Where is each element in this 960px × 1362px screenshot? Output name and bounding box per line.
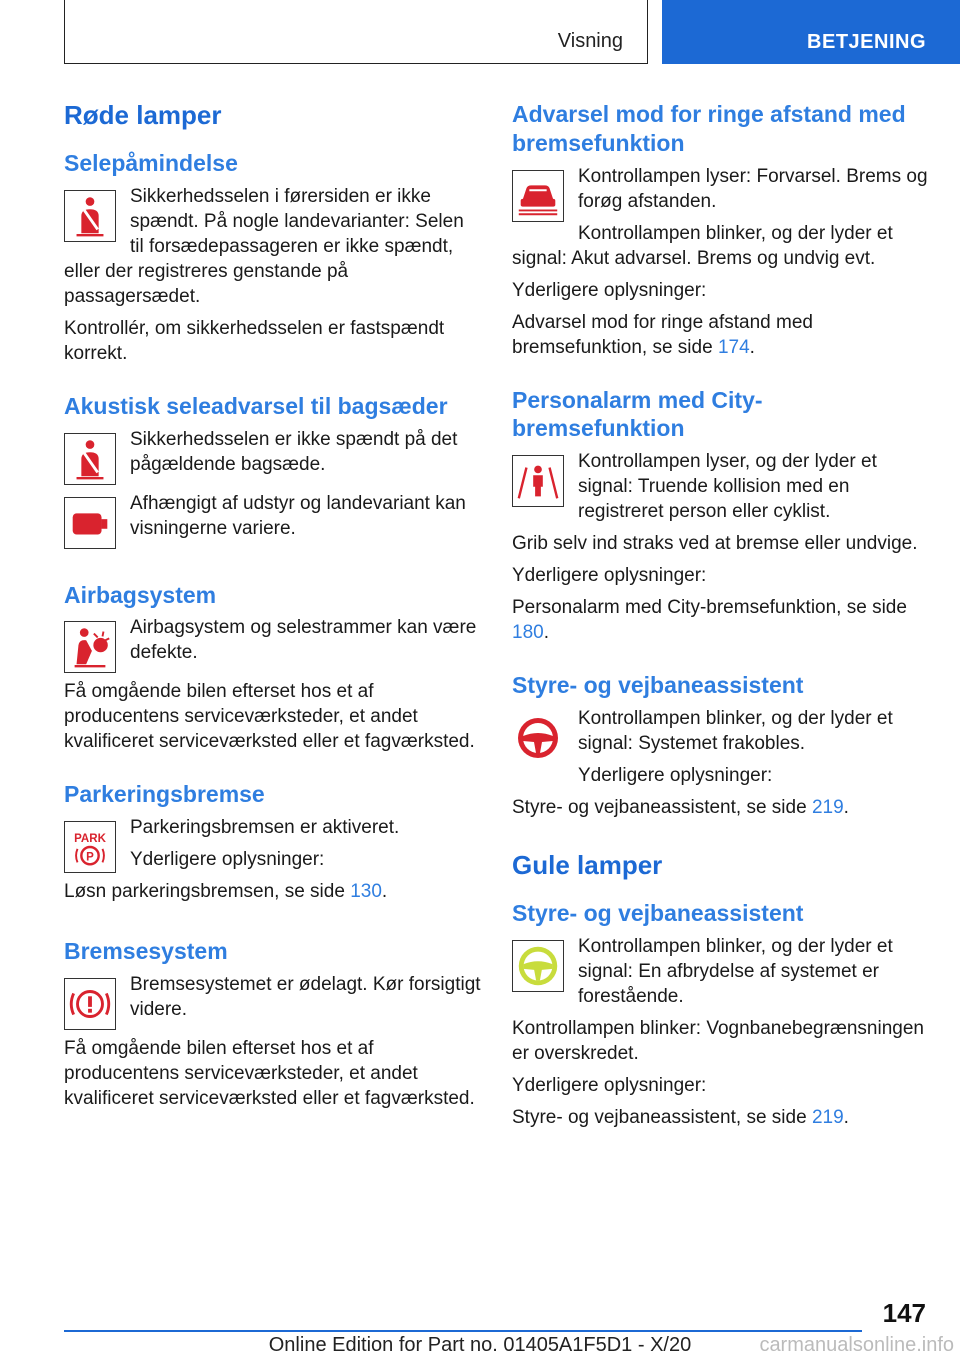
steering-assist-red-text-3 — [512, 795, 932, 820]
seatbelt-icon — [64, 433, 116, 485]
header-chapter-label: BETJENING — [807, 31, 926, 53]
parking-brake-text-2: Yderligere oplysninger: — [130, 849, 325, 871]
parking-brake-text-3 — [64, 879, 482, 904]
page-link-219[interactable]: 219 — [811, 796, 844, 818]
svg-text:P: P — [86, 851, 94, 864]
footer-divider — [64, 1330, 862, 1332]
section-brake-system — [64, 937, 482, 1111]
section-title-red-lamps: Røde lamper — [64, 100, 222, 130]
brake-system-row — [64, 972, 482, 1036]
rear-seatbelt-row-2 — [64, 491, 482, 555]
park-brake-icon — [64, 821, 116, 873]
pedestrian-icon — [512, 455, 564, 507]
airbag-text-1: Airbagsystem og selestrammer kan være defekte. — [130, 617, 477, 664]
steering-assist-yellow-text-4 — [512, 1105, 932, 1130]
airbag-text-2: Få omgående bilen efterset hos et af producentens serviceværksteder, et andet kvalificeret serviceværksted eller et fagværksted. — [64, 681, 475, 753]
parking-brake-ref-text: Løsn parkeringsbremsen, se side — [64, 881, 351, 903]
steering-assist-red-text-2: Yderligere oplysninger: — [578, 764, 773, 786]
distance-warning-row — [512, 164, 932, 278]
header-section-box — [64, 0, 648, 64]
steering-assist-yellow-ref-end: . — [843, 1106, 849, 1128]
left-column — [64, 100, 482, 1137]
header-chapter-tab — [662, 0, 960, 64]
distance-warning-text-4 — [512, 310, 932, 360]
heading-brake-system: Bremsesystem — [64, 938, 228, 965]
seatbelt-row — [64, 184, 482, 316]
seatbelt-icon — [64, 190, 116, 242]
steering-assist-yellow-text-2: Kontrollampen blinker: Vognbanebegrænsningen er overskredet. — [512, 1017, 924, 1064]
steering-assist-red-ref-text: Styre- og vejbaneassistent, se side — [512, 796, 812, 818]
page-link-180[interactable]: 180 — [512, 622, 544, 643]
section-parking-brake — [64, 780, 482, 911]
pedestrian-warning-text-2: Grib selv ind straks ved at bremse eller undvige. — [512, 533, 918, 554]
heading-pedestrian-warning: Personalarm med City-bremsefunktion — [512, 386, 763, 442]
car-distance-icon — [512, 170, 564, 222]
heading-seatbelt-reminder: Selepåmindelse — [64, 150, 238, 177]
brake-system-text-1: Bremsesystemet er ødelagt. Kør forsigtigt videre. — [130, 973, 481, 1020]
page-link-174[interactable]: 174 — [717, 336, 750, 358]
pedestrian-warning-ref-text: Personalarm med City-bremsefunktion, se side — [512, 597, 907, 618]
section-steering-assist-red — [512, 671, 932, 820]
steering-assist-yellow-row — [512, 934, 932, 1016]
pedestrian-warning-text-3: Yderligere oplysninger: — [512, 565, 707, 586]
section-steering-assist-yellow — [512, 899, 932, 1130]
seatbelt-text-2: Kontrollér, om sikkerhedsselen er fastspændt korrekt. — [64, 317, 445, 364]
steering-wheel-icon — [512, 712, 564, 764]
rear-seat-icon — [64, 497, 116, 549]
parking-brake-ref-end: . — [381, 881, 388, 903]
steering-assist-yellow-text-1: Kontrollampen blinker, og der lyder et signal: En afbrydelse af systemet er forestående. — [578, 935, 893, 1007]
distance-warning-text-1: Kontrollampen lyser: Forvarsel. Brems og forøg afstanden. — [578, 165, 928, 212]
heading-airbag: Airbagsystem — [64, 581, 217, 608]
distance-warning-ref-text: Advarsel mod for ringe afstand med bremsefunktion, se side — [512, 311, 813, 358]
seatbelt-text-1: Sikkerhedsselen i førersiden er ikke spændt. På nogle landevarianter: Selen til forsædepassageren er ikke spændt, eller der registreres genstande på passagersædet. — [64, 185, 464, 307]
distance-warning-text-3: Yderligere oplysninger: — [512, 279, 707, 301]
heading-steering-assist-yellow: Styre- og vejbaneassistent — [512, 899, 804, 926]
parking-brake-row — [64, 815, 482, 911]
section-rear-seatbelt — [64, 392, 482, 555]
section-seatbelt-reminder — [64, 149, 482, 366]
steering-assist-red-text-1: Kontrollampen blinker, og der lyder et signal: Systemet frakobles. — [578, 707, 893, 754]
watermark: carmanualsonline.info — [759, 1334, 954, 1356]
page-link-219-yellow[interactable]: 219 — [811, 1106, 844, 1128]
section-title-yellow-lamps: Gule lamper — [512, 849, 663, 880]
rear-seatbelt-text-1: Sikkerhedsselen er ikke spændt på det pågældende bagsæde. — [130, 428, 458, 475]
rear-seatbelt-row-1 — [64, 427, 482, 491]
header-section-label: Visning — [557, 30, 623, 52]
park-icon-text: PARK — [74, 833, 106, 846]
rear-seatbelt-text-2: Afhængigt af udstyr og landevariant kan visningerne variere. — [130, 492, 466, 539]
brake-system-text-2: Få omgående bilen efterset hos et af producentens serviceværksteder, et andet kvalificeret serviceværksted eller et fagværksted. — [64, 1037, 475, 1109]
distance-warning-ref-end: . — [749, 336, 755, 358]
footer-edition: Online Edition for Part no. 01405A1F5D1 - X/20 — [268, 1334, 692, 1356]
steering-assist-red-row — [512, 706, 932, 795]
airbag-icon — [64, 621, 116, 673]
heading-steering-assist-red: Styre- og vejbaneassistent — [512, 672, 804, 698]
distance-warning-text-2a: Kontrollampen blinker, og der lyder et signal: Akut advarsel. Brems og undvig evt. — [512, 222, 893, 269]
brake-warning-icon — [64, 978, 116, 1030]
pedestrian-warning-text-1: Kontrollampen lyser, og der lyder et signal: Truende kollision med en registreret person eller cyklist. — [578, 451, 877, 522]
steering-assist-yellow-text-3: Yderligere oplysninger: — [512, 1074, 707, 1096]
section-pedestrian-warning — [512, 386, 932, 646]
heading-rear-seatbelt: Akustisk seleadvarsel til bagsæder — [64, 392, 448, 419]
section-airbag — [64, 581, 482, 755]
section-distance-warning — [512, 100, 932, 360]
page-link-130[interactable]: 130 — [350, 881, 382, 903]
page-number: 147 — [882, 1298, 926, 1328]
steering-assist-yellow-ref-text: Styre- og vejbaneassistent, se side — [512, 1106, 812, 1128]
airbag-row — [64, 615, 482, 679]
heading-distance-warning: Advarsel mod for ringe afstand med bremsefunktion — [512, 101, 906, 156]
pedestrian-warning-text-4 — [512, 595, 932, 645]
steering-assist-red-ref-end: . — [843, 796, 849, 818]
pedestrian-warning-row — [512, 449, 932, 531]
right-column — [512, 100, 932, 1156]
heading-parking-brake: Parkeringsbremse — [64, 781, 265, 808]
steering-wheel-icon — [512, 940, 564, 992]
parking-brake-text-1: Parkeringsbremsen er aktiveret. — [130, 817, 400, 839]
pedestrian-warning-ref-end: . — [543, 622, 549, 643]
